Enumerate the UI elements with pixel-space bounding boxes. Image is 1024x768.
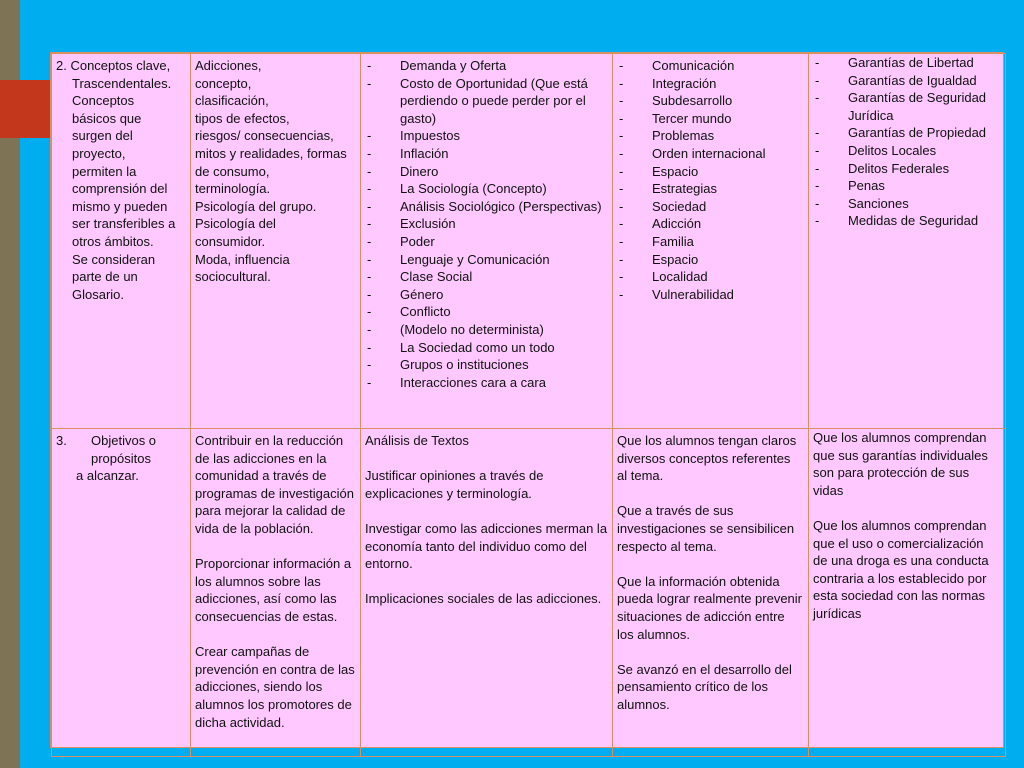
list-item: - Tercer mundo [617,110,804,128]
list-item: - Garantías de Igualdad [813,72,1001,90]
table-cell [809,54,1006,429]
paragraph: Se avanzó en el desarrollo del pensamiento crítico de los alumnos. [617,661,792,712]
left-accent-block [0,80,52,138]
list-item: - Integración [617,75,804,93]
list-item: - Costo de Oportunidad (Que está perdiendo o puede perder por el gasto) [365,75,608,128]
table-cell [361,54,613,429]
list-item: - Lenguaje y Comunicación [365,251,608,269]
content-table-frame [50,52,1004,748]
paragraph: Proporcionar información a los alumnos sobre las adicciones, así como las consecuencias de estas. [195,556,352,624]
list-item: - Grupos o instituciones [365,356,608,374]
list-item: - Sociedad [617,198,804,216]
list-item: - La Sociología (Concepto) [365,180,608,198]
list-item: - Adicción [617,215,804,233]
row-label-title: 2. Conceptos clave, [56,58,171,73]
table-row [52,54,1006,429]
list-item: - Impuestos [365,127,608,145]
list-item: - Demanda y Oferta [365,57,608,75]
table-cell [191,429,361,757]
paragraph-group [195,432,356,731]
paragraph: Que la información obtenida pueda lograr realmente prevenir situaciones de adicción entre los alumnos. [617,573,802,642]
row-number: 3. [56,433,67,448]
list-item: - Espacio [617,251,804,269]
row-label-tail: a alcanzar. [76,468,139,484]
paragraph-group [813,429,1001,623]
dash-list [617,57,804,303]
paragraph: Justificar opiniones a través de explicaciones y terminología. [365,468,544,501]
list-item: - Conflicto [365,303,608,321]
row-label-title: Objetivos o propósitos [91,433,157,466]
list-item: - Interacciones cara a cara [365,374,608,392]
list-item: - Exclusión [365,215,608,233]
list-item: - Análisis Sociológico (Perspectivas) [365,198,608,216]
list-item: - Espacio [617,163,804,181]
list-item: - Orden internacional [617,145,804,163]
paragraph: Contribuir en la reducción de las adicciones en la comunidad a través de programas de investigación para mejorar la calidad de vida de la población. [195,433,354,536]
list-item: - Garantías de Libertad [813,54,1001,72]
cell-text: Adicciones, concepto, clasificación, tipos de efectos, riesgos/ consecuencias, mitos y realidades, formas de consumo, terminología. Psicología del grupo. Psicología del consumidor. Moda, influencia sociocultural. [195,58,347,285]
paragraph: Que los alumnos comprendan que el uso o comercialización de una droga es una conducta contraria a los establecido por esta sociedad con las normas jurídicas [813,517,989,621]
list-item: - Sanciones [813,195,1001,213]
list-item: - Estrategias [617,180,804,198]
row-label-numbered [56,432,186,467]
content-table [51,53,1006,757]
dash-list [365,57,608,391]
paragraph: Investigar como las adicciones merman la economía tanto del individuo como del entorno. [365,520,608,572]
row-label-cell [52,54,191,429]
list-item: - Garantías de Propiedad [813,124,1001,142]
list-item: - Familia [617,233,804,251]
list-item: - Localidad [617,268,804,286]
paragraph: Crear campañas de prevención en contra de las adicciones, siendo los alumnos los promotores de dicha actividad. [195,644,355,730]
list-item: - Dinero [365,163,608,181]
paragraph-group [617,432,804,714]
row-label-description: Trascendentales. Conceptos básicos que surgen del proyecto, permiten la comprensión del mismo y pueden ser transferibles a otros ámbitos. Se consideran parte de un Glosario. [72,75,176,302]
list-item: - Clase Social [365,268,608,286]
paragraph: Que los alumnos comprendan que sus garantías individuales son para protección de sus vidas [813,430,988,498]
paragraph: Que los alumnos tengan claros diversos conceptos referentes al tema. [617,433,797,484]
list-item: - Género [365,286,608,304]
list-item: - Subdesarrollo [617,92,804,110]
list-item: - Problemas [617,127,804,145]
list-item: - Delitos Federales [813,160,1001,178]
paragraph: Que a través de sus investigaciones se sensibilicen respecto al tema. [617,503,795,554]
list-item: - Inflación [365,145,608,163]
table-cell [361,429,613,757]
list-item: - Vulnerabilidad [617,286,804,304]
table-row [52,429,1006,757]
table-cell [613,429,809,757]
table-cell [191,54,361,429]
list-item: - Penas [813,177,1001,195]
table-cell [809,429,1006,757]
list-item: - Delitos Locales [813,142,1001,160]
paragraph: Análisis de Textos [365,433,469,448]
list-item: - (Modelo no determinista) [365,321,608,339]
list-item: - La Sociedad como un todo [365,339,608,357]
dash-list [813,54,1001,230]
paragraph-group [365,432,608,608]
list-item: - Comunicación [617,57,804,75]
list-item: - Garantías de Seguridad Jurídica [813,89,1001,124]
table-cell [613,54,809,429]
list-item: - Medidas de Seguridad [813,212,1001,230]
row-label-cell [52,429,191,757]
list-item: - Poder [365,233,608,251]
paragraph: Implicaciones sociales de las adicciones. [365,591,602,607]
